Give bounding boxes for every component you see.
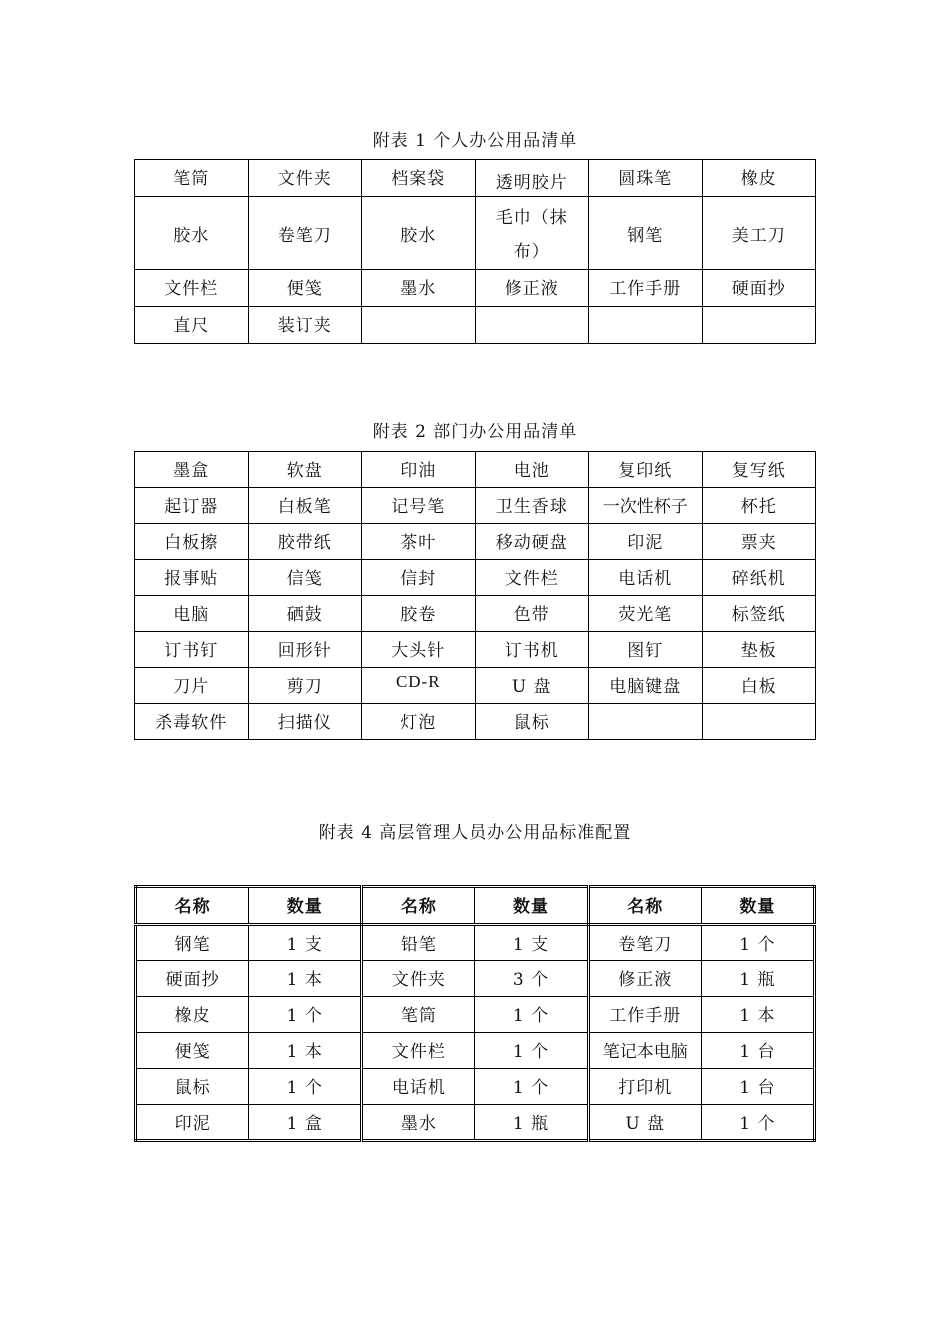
- table-cell: 卷笔刀: [248, 197, 362, 270]
- table-cell: 钢笔: [136, 925, 249, 961]
- table-row: [135, 632, 816, 668]
- table-cell: 1 台: [701, 1069, 814, 1105]
- department-supplies-table: [134, 451, 816, 740]
- table-cell: [702, 307, 816, 344]
- table-cell: [702, 704, 816, 740]
- table-cell: 1 盒: [249, 1105, 362, 1141]
- table-cell: 橡皮: [702, 160, 816, 197]
- table-cell: 白板: [702, 668, 816, 704]
- table-cell: 文件夹: [248, 160, 362, 197]
- table-cell: 墨水: [362, 270, 476, 307]
- table-cell: 胶带纸: [248, 524, 362, 560]
- table-row: [136, 925, 815, 961]
- table-cell: 文件栏: [475, 560, 589, 596]
- table-cell: 1 支: [475, 925, 588, 961]
- personal-supplies-table: [134, 159, 816, 344]
- table-cell: 灯泡: [362, 704, 476, 740]
- table-cell: 一次性杯子: [589, 488, 703, 524]
- table-cell: 信笺: [248, 560, 362, 596]
- executive-supplies-table: [134, 885, 816, 1142]
- table-cell: 垫板: [702, 632, 816, 668]
- table-cell: 色带: [475, 596, 589, 632]
- table-cell: 胶卷: [362, 596, 476, 632]
- table-cell: 1 个: [701, 925, 814, 961]
- table2-caption: 附表 2 部门办公用品清单: [372, 422, 578, 442]
- table-cell: 白板笔: [248, 488, 362, 524]
- table-cell: 茶叶: [362, 524, 476, 560]
- table-cell: 装订夹: [248, 307, 362, 344]
- table-cell: [362, 307, 476, 344]
- table-cell: 钢笔: [589, 197, 703, 270]
- table-row: [135, 524, 816, 560]
- table-cell: 鼠标: [136, 1069, 249, 1105]
- table-cell: 橡皮: [136, 997, 249, 1033]
- table-cell: 1 个: [249, 997, 362, 1033]
- table-header-row: [136, 887, 815, 925]
- table-row: [136, 1033, 815, 1069]
- table-cell: 印油: [362, 452, 476, 488]
- table-cell: 1 个: [475, 997, 588, 1033]
- table-cell: 荧光笔: [589, 596, 703, 632]
- table-cell: 胶水: [362, 197, 476, 270]
- table-cell: 鼠标: [475, 704, 589, 740]
- column-header-name: 名称: [362, 887, 475, 925]
- table-row: [135, 160, 816, 197]
- table-cell: 印泥: [136, 1105, 249, 1141]
- table-row: [136, 1069, 815, 1105]
- column-header-name: 名称: [588, 887, 701, 925]
- table-cell: 杯托: [702, 488, 816, 524]
- table-cell: 报事贴: [135, 560, 249, 596]
- table-cell: 扫描仪: [248, 704, 362, 740]
- table-cell: 修正液: [475, 270, 589, 307]
- table-cell: 信封: [362, 560, 476, 596]
- table-cell: 便笺: [248, 270, 362, 307]
- table-cell: 电池: [475, 452, 589, 488]
- table-row: [135, 488, 816, 524]
- table-cell: 复印纸: [589, 452, 703, 488]
- table-cell: 墨盒: [135, 452, 249, 488]
- table-cell: 1 个: [475, 1069, 588, 1105]
- table-cell: 回形针: [248, 632, 362, 668]
- table-row: [135, 197, 816, 270]
- table-row: [135, 596, 816, 632]
- table-cell: 文件栏: [135, 270, 249, 307]
- table-cell: 笔筒: [135, 160, 249, 197]
- table-cell: 修正液: [588, 961, 701, 997]
- table-cell: 硬面抄: [702, 270, 816, 307]
- table-cell: 1 瓶: [475, 1105, 588, 1141]
- table-cell: 1 个: [249, 1069, 362, 1105]
- table-cell: 笔筒: [362, 997, 475, 1033]
- table-cell: 铅笔: [362, 925, 475, 961]
- table-cell: 圆珠笔: [589, 160, 703, 197]
- table-cell: 笔记本电脑: [588, 1033, 701, 1069]
- table-cell: 胶水: [135, 197, 249, 270]
- table-cell: 硬面抄: [136, 961, 249, 997]
- column-header-quantity: 数量: [475, 887, 588, 925]
- table-cell: 1 个: [701, 1105, 814, 1141]
- table-row: [136, 961, 815, 997]
- table-cell: 电脑: [135, 596, 249, 632]
- table-cell: 大头针: [362, 632, 476, 668]
- table-row: [135, 704, 816, 740]
- table-cell: 印泥: [589, 524, 703, 560]
- table-cell: 电脑键盘: [589, 668, 703, 704]
- table-cell: 白板擦: [135, 524, 249, 560]
- table-cell: 1 瓶: [701, 961, 814, 997]
- column-header-quantity: 数量: [249, 887, 362, 925]
- table-cell: 透明胶片: [475, 160, 589, 197]
- table-cell: 工作手册: [588, 997, 701, 1033]
- table-cell: 3 个: [475, 961, 588, 997]
- table-cell: U 盘: [588, 1105, 701, 1141]
- table-cell: 档案袋: [362, 160, 476, 197]
- table-cell: 1 个: [475, 1033, 588, 1069]
- table-cell: 文件夹: [362, 961, 475, 997]
- table-cell: 碎纸机: [702, 560, 816, 596]
- table-cell: 墨水: [362, 1105, 475, 1141]
- table-cell: 1 本: [249, 961, 362, 997]
- table-row: [135, 270, 816, 307]
- table-cell: 刀片: [135, 668, 249, 704]
- table-cell: 工作手册: [589, 270, 703, 307]
- table-cell: 卫生香球: [475, 488, 589, 524]
- table-cell: 打印机: [588, 1069, 701, 1105]
- table-cell: 1 支: [249, 925, 362, 961]
- table-cell: 直尺: [135, 307, 249, 344]
- table1-caption: 附表 1 个人办公用品清单: [372, 131, 578, 151]
- table-cell: 起订器: [135, 488, 249, 524]
- table-row: [135, 560, 816, 596]
- table-cell: [589, 704, 703, 740]
- table-cell: 票夹: [702, 524, 816, 560]
- table-row: [136, 1105, 815, 1141]
- column-header-quantity: 数量: [701, 887, 814, 925]
- table3-caption: 附表 4 高层管理人员办公用品标准配置: [318, 823, 632, 843]
- table-cell: 1 台: [701, 1033, 814, 1069]
- table-cell: 记号笔: [362, 488, 476, 524]
- table-cell: U 盘: [475, 668, 589, 704]
- table-row: [135, 307, 816, 344]
- table-cell: 毛巾（抹布）: [475, 197, 589, 270]
- table-cell: 剪刀: [248, 668, 362, 704]
- table-cell: 电话机: [362, 1069, 475, 1105]
- table-cell: 文件栏: [362, 1033, 475, 1069]
- table-cell: 软盘: [248, 452, 362, 488]
- table-cell: 订书钉: [135, 632, 249, 668]
- table-cell: [589, 307, 703, 344]
- table-row: [136, 997, 815, 1033]
- table-cell: 卷笔刀: [588, 925, 701, 961]
- table-cell: 电话机: [589, 560, 703, 596]
- table-cell: 杀毒软件: [135, 704, 249, 740]
- table-cell: 硒鼓: [248, 596, 362, 632]
- table-cell: 1 本: [249, 1033, 362, 1069]
- table-cell: [475, 307, 589, 344]
- table-cell: 移动硬盘: [475, 524, 589, 560]
- table-row: [135, 452, 816, 488]
- table-cell: 标签纸: [702, 596, 816, 632]
- table-cell: CD-R: [362, 668, 476, 704]
- column-header-name: 名称: [136, 887, 249, 925]
- table-cell: 便笺: [136, 1033, 249, 1069]
- table-row: [135, 668, 816, 704]
- table-cell: 复写纸: [702, 452, 816, 488]
- table-cell: 美工刀: [702, 197, 816, 270]
- table-cell: 1 本: [701, 997, 814, 1033]
- table-cell: 订书机: [475, 632, 589, 668]
- table-cell: 图钉: [589, 632, 703, 668]
